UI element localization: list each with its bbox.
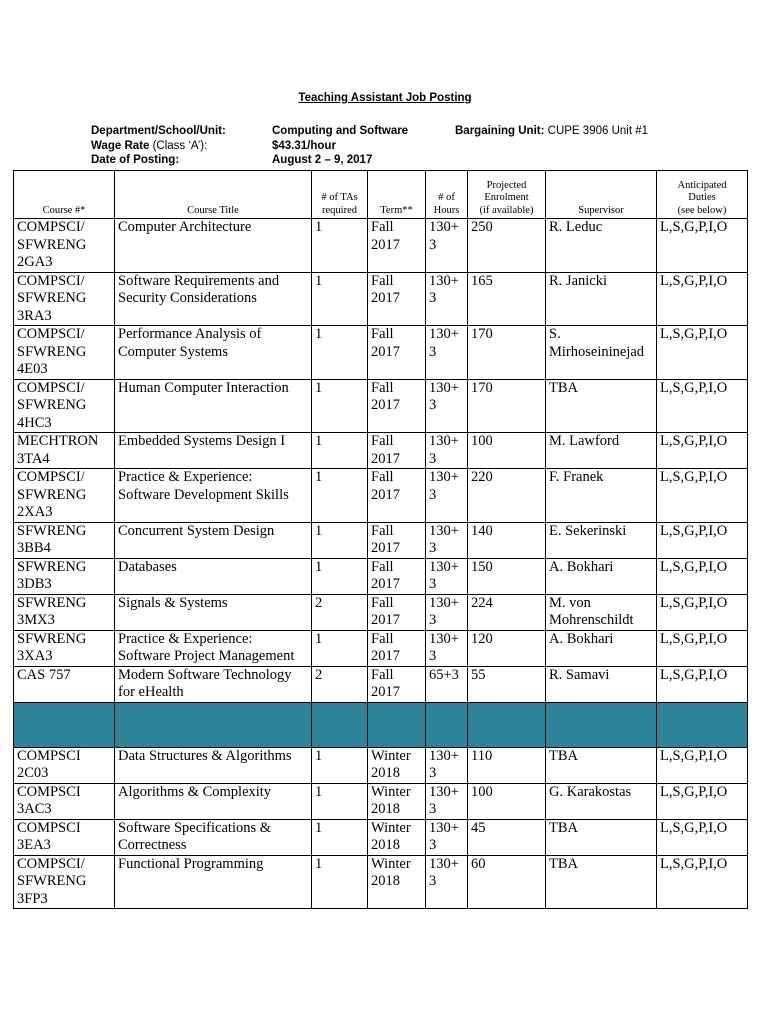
hours-cell-line: 3 — [429, 343, 437, 360]
supervisor-cell-line: A. Bokhari — [549, 630, 614, 647]
course-cell — [14, 219, 115, 273]
supervisor-cell-line: TBA — [549, 855, 578, 872]
enrolment-cell: 60 — [468, 855, 546, 909]
title-cell — [115, 433, 312, 469]
hours-cell — [426, 433, 468, 469]
title-cell-line: Concurrent System Design — [118, 522, 275, 539]
term-cell-line: 2018 — [371, 801, 400, 817]
course-cell — [14, 379, 115, 433]
title-cell — [115, 666, 312, 702]
title-cell — [115, 855, 312, 909]
document-title: Teaching Assistant Job Posting — [298, 92, 472, 104]
enrolment-cell: 100 — [468, 783, 546, 819]
course-cell-line: COMPSCI — [17, 783, 81, 800]
course-cell — [14, 433, 115, 469]
supervisor-cell — [546, 219, 657, 273]
title-cell — [115, 558, 312, 594]
hours-cell-line: 130+ — [429, 433, 459, 449]
term-cell-line: Winter — [371, 855, 411, 872]
ta-postings-table — [13, 170, 748, 909]
title-cell-line: Databases — [118, 558, 177, 575]
term-cell — [368, 433, 426, 469]
header-enrolment: Projected Enrolment (if available) — [468, 171, 546, 219]
supervisor-cell — [546, 594, 657, 630]
table-header-row — [14, 171, 748, 219]
term-cell-line: 2017 — [371, 612, 400, 628]
supervisor-cell-line: TBA — [549, 379, 578, 396]
supervisor-cell — [546, 379, 657, 433]
header-supervisor: Supervisor — [546, 171, 657, 219]
title-cell — [115, 522, 312, 558]
enrolment-cell: 100 — [468, 433, 546, 469]
course-cell — [14, 783, 115, 819]
title-cell-line: for eHealth — [118, 684, 184, 700]
course-cell — [14, 469, 115, 523]
enrolment-cell: 110 — [468, 747, 546, 783]
enrolment-cell: 224 — [468, 594, 546, 630]
duties-cell: L,S,G,P,I,O — [657, 326, 748, 380]
course-cell-line: SFWRENG — [17, 343, 87, 360]
term-cell — [368, 379, 426, 433]
course-cell-line: MECHTRON — [17, 433, 99, 449]
hours-cell — [426, 630, 468, 666]
supervisor-cell — [546, 326, 657, 380]
hours-cell — [426, 783, 468, 819]
term-cell-line: Fall — [371, 630, 394, 647]
duties-cell: L,S,G,P,I,O — [657, 469, 748, 523]
title-cell-line: Practice & Experience: — [118, 469, 253, 485]
title-cell-line: Data Structures & Algorithms — [118, 747, 292, 764]
term-cell-line: Winter — [371, 747, 411, 764]
course-cell-line: SFWRENG — [17, 486, 87, 503]
table-row — [14, 522, 748, 558]
bargaining-value: CUPE 3906 Unit #1 — [544, 125, 649, 137]
fall-term-rows — [14, 219, 748, 703]
hours-cell — [426, 379, 468, 433]
supervisor-cell — [546, 558, 657, 594]
course-cell-line: 2C03 — [17, 765, 49, 781]
course-cell-line: 3RA3 — [17, 307, 52, 324]
term-cell — [368, 326, 426, 380]
date-label: Date of Posting: — [91, 154, 180, 166]
term-cell-line: Fall — [371, 379, 394, 396]
term-cell — [368, 272, 426, 326]
hours-cell-line: 130+ — [429, 379, 459, 396]
tas-cell: 1 — [312, 433, 368, 469]
title-cell-line: Software Development Skills — [118, 486, 289, 503]
hours-cell-line: 3 — [429, 837, 437, 853]
term-cell-line: 2017 — [371, 540, 400, 556]
tas-cell: 1 — [312, 272, 368, 326]
enrolment-cell: 170 — [468, 379, 546, 433]
term-cell-line: Fall — [371, 558, 394, 575]
term-cell-line: Fall — [371, 666, 394, 683]
duties-cell: L,S,G,P,I,O — [657, 433, 748, 469]
header-hours: # of Hours — [426, 171, 468, 219]
hours-cell-line: 3 — [429, 486, 437, 503]
supervisor-cell — [546, 630, 657, 666]
title-cell — [115, 326, 312, 380]
hours-cell-line: 130+ — [429, 819, 459, 836]
course-cell — [14, 594, 115, 630]
term-cell-line: Fall — [371, 326, 394, 342]
term-cell-line: Fall — [371, 433, 394, 449]
title-cell-line: Functional Programming — [118, 855, 264, 872]
hours-cell-line: 3 — [429, 801, 437, 817]
course-cell-line: 3AC3 — [17, 801, 52, 817]
term-cell-line: Fall — [371, 594, 394, 611]
table-row — [14, 469, 748, 523]
supervisor-cell — [546, 469, 657, 523]
hours-cell-line: 130+ — [429, 747, 459, 764]
title-cell-line: Security Considerations — [118, 290, 257, 306]
course-cell-line: SFWRENG — [17, 558, 87, 575]
term-separator-band — [14, 702, 748, 747]
header-course: Course #* — [14, 171, 115, 219]
course-cell-line: SFWRENG — [17, 290, 87, 306]
supervisor-cell-line: Mirhoseininejad — [549, 343, 645, 360]
title-cell — [115, 783, 312, 819]
title-cell — [115, 219, 312, 273]
hours-cell-line: 3 — [429, 765, 437, 781]
course-cell-line: 4HC3 — [17, 414, 52, 431]
title-cell-line: Correctness — [118, 837, 187, 853]
course-cell-line: COMPSCI/ — [17, 219, 85, 235]
hours-cell — [426, 326, 468, 380]
header-term: Term** — [368, 171, 426, 219]
course-cell-line: COMPSCI/ — [17, 379, 85, 396]
supervisor-cell-line: G. Karakostas — [549, 783, 632, 800]
supervisor-cell-line: TBA — [549, 819, 578, 836]
supervisor-cell-line: M. Lawford — [549, 433, 620, 449]
term-cell-line: 2017 — [371, 576, 400, 592]
header-labels — [91, 124, 226, 168]
title-cell-line: Modern Software Technology — [118, 666, 292, 683]
term-cell-line: 2017 — [371, 397, 400, 413]
term-cell-line: 2017 — [371, 648, 400, 664]
hours-cell — [426, 522, 468, 558]
bargaining-unit — [455, 124, 648, 139]
supervisor-cell — [546, 747, 657, 783]
tas-cell: 1 — [312, 326, 368, 380]
table-row — [14, 433, 748, 469]
title-cell-line: Computer Architecture — [118, 219, 252, 235]
course-cell-line: COMPSCI/ — [17, 855, 85, 872]
course-cell-line: SFWRENG — [17, 236, 87, 253]
duties-cell: L,S,G,P,I,O — [657, 666, 748, 702]
hours-cell-line: 130+ — [429, 594, 459, 611]
term-cell — [368, 558, 426, 594]
title-cell — [115, 747, 312, 783]
hours-cell — [426, 594, 468, 630]
term-cell — [368, 522, 426, 558]
course-cell-line: 4E03 — [17, 361, 48, 377]
table-row — [14, 594, 748, 630]
supervisor-cell-line: M. von — [549, 594, 591, 611]
hours-cell — [426, 855, 468, 909]
hours-cell — [426, 666, 468, 702]
term-cell — [368, 219, 426, 273]
supervisor-cell-line: E. Sekerinski — [549, 522, 627, 539]
hours-cell — [426, 747, 468, 783]
hours-cell-line: 130+ — [429, 630, 459, 647]
wage-label-bold: Wage Rate — [91, 139, 150, 152]
course-cell-line: SFWRENG — [17, 630, 87, 647]
course-cell-line: 3MX3 — [17, 612, 55, 628]
term-cell — [368, 594, 426, 630]
hours-cell-line: 130+ — [429, 522, 459, 539]
supervisor-cell-line: Mohrenschildt — [549, 612, 634, 628]
course-cell — [14, 558, 115, 594]
hours-cell-line: 65+3 — [429, 666, 459, 683]
supervisor-cell-line: R. Leduc — [549, 219, 603, 235]
tas-cell: 2 — [312, 666, 368, 702]
title-cell-line: Software Requirements and — [118, 272, 280, 289]
supervisor-cell — [546, 433, 657, 469]
title-cell — [115, 272, 312, 326]
tas-cell: 1 — [312, 558, 368, 594]
hours-cell-line: 130+ — [429, 272, 459, 289]
hours-cell — [426, 469, 468, 523]
tas-cell: 1 — [312, 522, 368, 558]
term-cell — [368, 666, 426, 702]
enrolment-cell: 150 — [468, 558, 546, 594]
course-cell-line: 2GA3 — [17, 254, 53, 270]
enrolment-cell: 45 — [468, 819, 546, 855]
wage-value: $43.31/hour — [272, 139, 336, 152]
title-cell-line: Embedded Systems Design I — [118, 433, 286, 449]
table-row — [14, 855, 748, 909]
tas-cell: 1 — [312, 469, 368, 523]
header-title: Course Title — [115, 171, 312, 219]
table-row — [14, 219, 748, 273]
course-cell-line: SFWRENG — [17, 873, 87, 889]
title-cell — [115, 630, 312, 666]
duties-cell: L,S,G,P,I,O — [657, 594, 748, 630]
supervisor-cell-line: TBA — [549, 747, 578, 764]
course-cell-line: 3DB3 — [17, 576, 52, 592]
course-cell-line: 3XA3 — [17, 648, 53, 664]
title-cell — [115, 469, 312, 523]
enrolment-cell: 140 — [468, 522, 546, 558]
supervisor-cell — [546, 855, 657, 909]
tas-cell: 1 — [312, 855, 368, 909]
duties-cell: L,S,G,P,I,O — [657, 855, 748, 909]
hours-cell-line: 3 — [429, 576, 437, 592]
term-cell — [368, 747, 426, 783]
hours-cell-line: 130+ — [429, 783, 459, 800]
course-cell-line: COMPSCI/ — [17, 272, 85, 289]
supervisor-cell — [546, 272, 657, 326]
supervisor-cell — [546, 666, 657, 702]
supervisor-cell-line: A. Bokhari — [549, 558, 614, 575]
supervisor-cell-line: R. Samavi — [549, 666, 610, 683]
table-row — [14, 379, 748, 433]
duties-cell: L,S,G,P,I,O — [657, 272, 748, 326]
course-cell-line: COMPSCI — [17, 747, 81, 764]
hours-cell — [426, 219, 468, 273]
table-row — [14, 326, 748, 380]
title-cell-line: Software Specifications & — [118, 819, 272, 836]
title-cell — [115, 379, 312, 433]
title-cell-line: Software Project Management — [118, 648, 295, 664]
title-cell-line: Human Computer Interaction — [118, 379, 289, 396]
enrolment-cell: 55 — [468, 666, 546, 702]
header-values — [272, 124, 408, 168]
table-row — [14, 272, 748, 326]
hours-cell-line: 3 — [429, 290, 437, 306]
course-cell — [14, 855, 115, 909]
duties-cell: L,S,G,P,I,O — [657, 783, 748, 819]
table-row — [14, 630, 748, 666]
hours-cell-line: 3 — [429, 450, 437, 467]
enrolment-cell: 220 — [468, 469, 546, 523]
course-cell-line: 3EA3 — [17, 837, 51, 853]
hours-cell — [426, 819, 468, 855]
supervisor-cell — [546, 783, 657, 819]
course-cell — [14, 272, 115, 326]
course-cell-line: 3TA4 — [17, 450, 50, 467]
tas-cell: 1 — [312, 379, 368, 433]
hours-cell — [426, 558, 468, 594]
duties-cell: L,S,G,P,I,O — [657, 558, 748, 594]
title-cell-line: Computer Systems — [118, 343, 228, 360]
hours-cell-line: 3 — [429, 612, 437, 628]
duties-cell: L,S,G,P,I,O — [657, 379, 748, 433]
course-cell — [14, 522, 115, 558]
hours-cell-line: 130+ — [429, 855, 459, 872]
winter-term-rows — [14, 747, 748, 909]
course-cell-line: 3BB4 — [17, 540, 51, 556]
title-cell — [115, 594, 312, 630]
duties-cell: L,S,G,P,I,O — [657, 819, 748, 855]
hours-cell-line: 130+ — [429, 219, 459, 235]
tas-cell: 1 — [312, 819, 368, 855]
date-value: August 2 – 9, 2017 — [272, 154, 373, 166]
tas-cell: 1 — [312, 630, 368, 666]
header-tas: # of TAs required — [312, 171, 368, 219]
wage-label — [91, 139, 226, 154]
title-cell — [115, 819, 312, 855]
enrolment-cell: 250 — [468, 219, 546, 273]
supervisor-cell — [546, 819, 657, 855]
title-cell-line: Algorithms & Complexity — [118, 783, 272, 800]
tas-cell: 1 — [312, 783, 368, 819]
course-cell — [14, 747, 115, 783]
enrolment-cell: 120 — [468, 630, 546, 666]
term-cell-line: 2017 — [371, 684, 400, 700]
duties-cell: L,S,G,P,I,O — [657, 522, 748, 558]
term-cell-line: 2017 — [371, 343, 400, 360]
hours-cell-line: 3 — [429, 540, 437, 556]
term-cell-line: Fall — [371, 469, 394, 485]
enrolment-cell: 165 — [468, 272, 546, 326]
supervisor-cell-line: F. Franek — [549, 469, 604, 485]
hours-cell-line: 3 — [429, 648, 437, 664]
hours-cell-line: 130+ — [429, 326, 459, 342]
hours-cell-line: 130+ — [429, 469, 459, 485]
course-cell — [14, 326, 115, 380]
term-cell-line: 2017 — [371, 290, 400, 306]
duties-cell: L,S,G,P,I,O — [657, 219, 748, 273]
term-cell-line: Winter — [371, 819, 411, 836]
title-cell-line: Signals & Systems — [118, 594, 228, 611]
term-cell-line: 2018 — [371, 765, 400, 781]
term-cell — [368, 469, 426, 523]
wage-label-rest: (Class ‘A’): — [149, 139, 208, 152]
course-cell — [14, 630, 115, 666]
tas-cell: 1 — [312, 747, 368, 783]
term-cell — [368, 630, 426, 666]
hours-cell-line: 3 — [429, 873, 437, 889]
tas-cell: 1 — [312, 219, 368, 273]
course-cell-line: COMPSCI/ — [17, 326, 85, 342]
hours-cell-line: 3 — [429, 397, 437, 413]
term-cell-line: Fall — [371, 219, 394, 235]
bargaining-label: Bargaining Unit: — [455, 125, 545, 137]
course-cell-line: 2XA3 — [17, 504, 53, 520]
supervisor-cell-line: R. Janicki — [549, 272, 607, 289]
term-cell-line: 2017 — [371, 486, 400, 503]
title-cell-line: Practice & Experience: — [118, 630, 253, 647]
course-cell — [14, 666, 115, 702]
supervisor-cell — [546, 522, 657, 558]
header-duties: Anticipated Duties (see below) — [657, 171, 748, 219]
term-cell — [368, 855, 426, 909]
duties-cell: L,S,G,P,I,O — [657, 747, 748, 783]
term-cell-line: 2017 — [371, 450, 400, 467]
hours-cell-line: 3 — [429, 236, 437, 253]
department-label: Department/School/Unit: — [91, 125, 226, 137]
table-row — [14, 558, 748, 594]
department-value: Computing and Software — [272, 125, 409, 137]
table-row — [14, 783, 748, 819]
course-cell-line: SFWRENG — [17, 594, 87, 611]
term-cell-line: 2018 — [371, 837, 400, 853]
term-cell — [368, 783, 426, 819]
term-cell-line: Fall — [371, 522, 394, 539]
duties-cell: L,S,G,P,I,O — [657, 630, 748, 666]
term-cell-line: 2017 — [371, 236, 400, 253]
course-cell-line: COMPSCI/ — [17, 469, 85, 485]
term-cell-line: 2018 — [371, 873, 400, 889]
course-cell-line: COMPSCI — [17, 819, 81, 836]
hours-cell — [426, 272, 468, 326]
tas-cell: 2 — [312, 594, 368, 630]
course-cell-line: SFWRENG — [17, 522, 87, 539]
course-cell-line: 3FP3 — [17, 890, 48, 907]
title-cell-line: Performance Analysis of — [118, 326, 262, 342]
term-cell — [368, 819, 426, 855]
hours-cell-line: 130+ — [429, 558, 459, 575]
enrolment-cell: 170 — [468, 326, 546, 380]
table-row — [14, 747, 748, 783]
course-cell-line: SFWRENG — [17, 397, 87, 413]
term-separator — [14, 702, 748, 747]
course-cell-line: CAS 757 — [17, 666, 71, 683]
term-cell-line: Winter — [371, 783, 411, 800]
supervisor-cell-line: S. — [549, 326, 561, 342]
course-cell — [14, 819, 115, 855]
table-row — [14, 666, 748, 702]
term-cell-line: Fall — [371, 272, 394, 289]
table-row — [14, 819, 748, 855]
